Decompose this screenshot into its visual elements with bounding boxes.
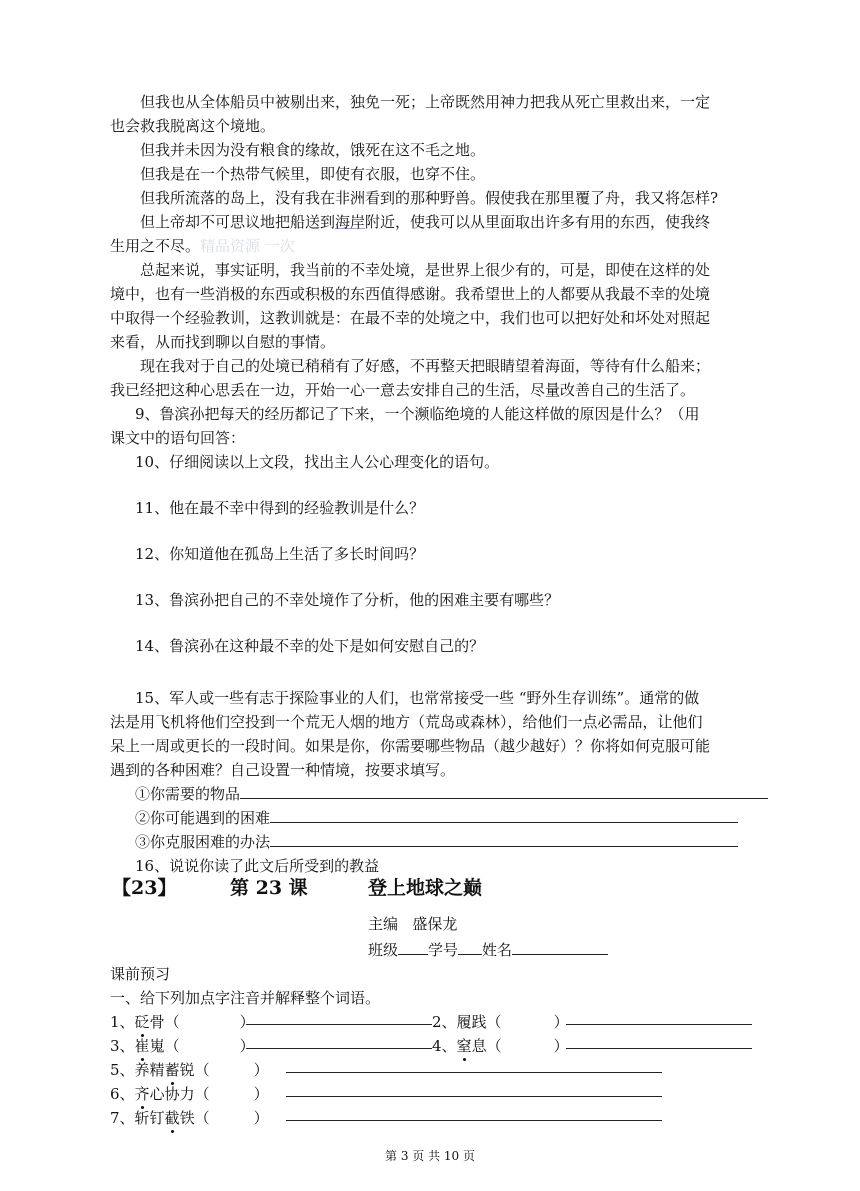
question-9: 9、鲁滨孙把每天的经历都记了下来，一个濒临绝境的人能这样做的原因是什么？（用: [135, 405, 700, 423]
vocab-item-2: 2、履践（ ）: [432, 1013, 569, 1031]
answer-blank[interactable]: [240, 784, 768, 799]
dotted-char: 蓄: [164, 1061, 180, 1079]
question-16: 16、说说你读了此文后所受到的教益: [135, 857, 380, 875]
question-10: 10、仔细阅读以上文段，找出主人公心理变化的语句。: [135, 453, 500, 471]
passage-line: 总起来说，事实证明，我当前的不幸处境，是世界上很少有的，可是，即使在这样的处: [140, 261, 711, 279]
preview-heading: 课前预习: [110, 965, 171, 983]
dotted-char: 截: [164, 1109, 180, 1127]
vocab-item-1: 1、砭骨（ ）: [110, 1013, 255, 1031]
passage-line: 中取得一个经验教训，这教训就是：在最不幸的处境之中，我们也可以把好处和坏处对照起: [110, 309, 711, 327]
passage-line: 但我是在一个热带气候里，即使有衣服，也穿不住。: [140, 165, 486, 183]
id-blank[interactable]: [458, 940, 482, 955]
preview-task: 一、给下列加点字注音并解释整个词语。: [110, 989, 381, 1007]
question-15-item-3: [135, 832, 738, 852]
editor-label: 主编: [368, 915, 399, 933]
dotted-char: 齐: [134, 1085, 150, 1103]
answer-blank[interactable]: [286, 1106, 662, 1121]
item-label: ①你需要的物品: [135, 785, 241, 803]
question-15-cont: 遇到的各种困难？自己设置一种情境，按要求填写。: [110, 761, 456, 779]
dotted-char: 窒: [456, 1037, 472, 1055]
question-15: 15、军人或一些有志于探险事业的人们，也常常接受一些 “野外生存训练”。通常的做: [135, 689, 700, 707]
answer-blank[interactable]: [566, 1034, 752, 1049]
passage-line: 但我也从全体船员中被剔出来，独免一死；上帝既然用神力把我从死亡里救出来，一定: [140, 93, 711, 111]
student-info-line: [368, 940, 608, 960]
passage-link[interactable]: 海岸: [335, 213, 366, 231]
dotted-char: 崔: [134, 1037, 150, 1055]
question-13: 13、鲁滨孙把自己的不幸处境作了分析，他的困难主要有哪些？: [135, 591, 560, 609]
vocab-item-5: 5、养精蓄锐（ ）: [110, 1061, 269, 1079]
passage-line: 但我并未因为没有粮食的缘故，饿死在这不毛之地。: [140, 141, 486, 159]
dotted-char: 砭: [134, 1013, 150, 1031]
lesson-tag: 【23】: [112, 877, 177, 899]
answer-blank[interactable]: [270, 832, 738, 847]
passage-line: 现在我对于自己的处境已稍稍有了好感，不再整天把眼睛望着海面，等待有什么船来；: [140, 357, 711, 375]
editor-line: [368, 914, 457, 934]
watermark-text: 精品资源 一次: [200, 237, 295, 255]
page-footer: 第 3 页 共 10 页: [385, 1149, 475, 1163]
lesson-number: 第 23 课: [230, 877, 308, 899]
answer-blank[interactable]: [246, 1010, 432, 1025]
vocab-item-6: 6、齐心协力（ ）: [110, 1085, 269, 1103]
question-15-cont: 呆上一周或更长的一段时间。如果是你，你需要哪些物品（越少越好）？你将如何克服可能: [110, 737, 711, 755]
passage-line: [110, 236, 750, 256]
lesson-title: 登上地球之巅: [368, 877, 483, 899]
answer-blank[interactable]: [286, 1058, 662, 1073]
passage-line: 境中，也有一些消极的东西或积极的东西值得感谢。我希望世上的人都要从我最不幸的处境: [110, 285, 711, 303]
vocab-item-3: 3、崔嵬（ ）: [110, 1037, 255, 1055]
passage-line: 但我所流落的岛上，没有我在非洲看到的那种野兽。假使我在那里覆了舟，我又将怎样?: [140, 189, 719, 207]
passage-line: 我已经把这种心思丢在一边，开始一心一意去安排自己的生活，尽量改善自己的生活了。: [110, 381, 696, 399]
question-15-cont: 法是用飞机将他们空投到一个荒无人烟的地方（荒岛或森林），给他们一点必需品，让他们: [110, 713, 703, 731]
editor-name: 盛保龙: [412, 915, 458, 933]
question-9-cont: 课文中的语句回答：: [110, 429, 246, 447]
question-11: 11、他在最不幸中得到的经验教训是什么？: [135, 499, 425, 517]
passage-line: 也会救我脱离这个境地。: [110, 117, 276, 135]
question-12: 12、你知道他在孤岛上生活了多长时间吗？: [135, 545, 425, 563]
passage-text: 但上帝却不可思议地把船送到: [140, 213, 336, 231]
answer-blank[interactable]: [270, 808, 738, 823]
question-15-item-1: [135, 784, 768, 804]
question-15-item-2: [135, 808, 738, 828]
id-label: 学号: [428, 941, 459, 959]
passage-text: 附近，使我可以从里面取出许多有用的东西，使我终: [365, 213, 711, 231]
vocab-item-7: 7、斩钉截铁（ ）: [110, 1109, 269, 1127]
answer-blank[interactable]: [566, 1010, 752, 1025]
passage-line: 来看，从而找到聊以自慰的事情。: [110, 333, 336, 351]
vocab-item-4: 4、窒息（ ）: [432, 1037, 569, 1055]
question-14: 14、鲁滨孙在这种最不幸的处下是如何安慰自己的？: [135, 637, 485, 655]
passage-line: [110, 212, 750, 232]
answer-blank[interactable]: [246, 1034, 432, 1049]
class-blank[interactable]: [398, 940, 428, 955]
item-label: ③你克服困难的办法: [135, 833, 271, 851]
item-label: ②你可能遇到的困难: [135, 809, 271, 827]
class-label: 班级: [368, 941, 399, 959]
name-blank[interactable]: [512, 940, 608, 955]
name-label: 姓名: [482, 941, 513, 959]
answer-blank[interactable]: [286, 1082, 662, 1097]
passage-text: 生用之不尽。: [110, 237, 201, 255]
